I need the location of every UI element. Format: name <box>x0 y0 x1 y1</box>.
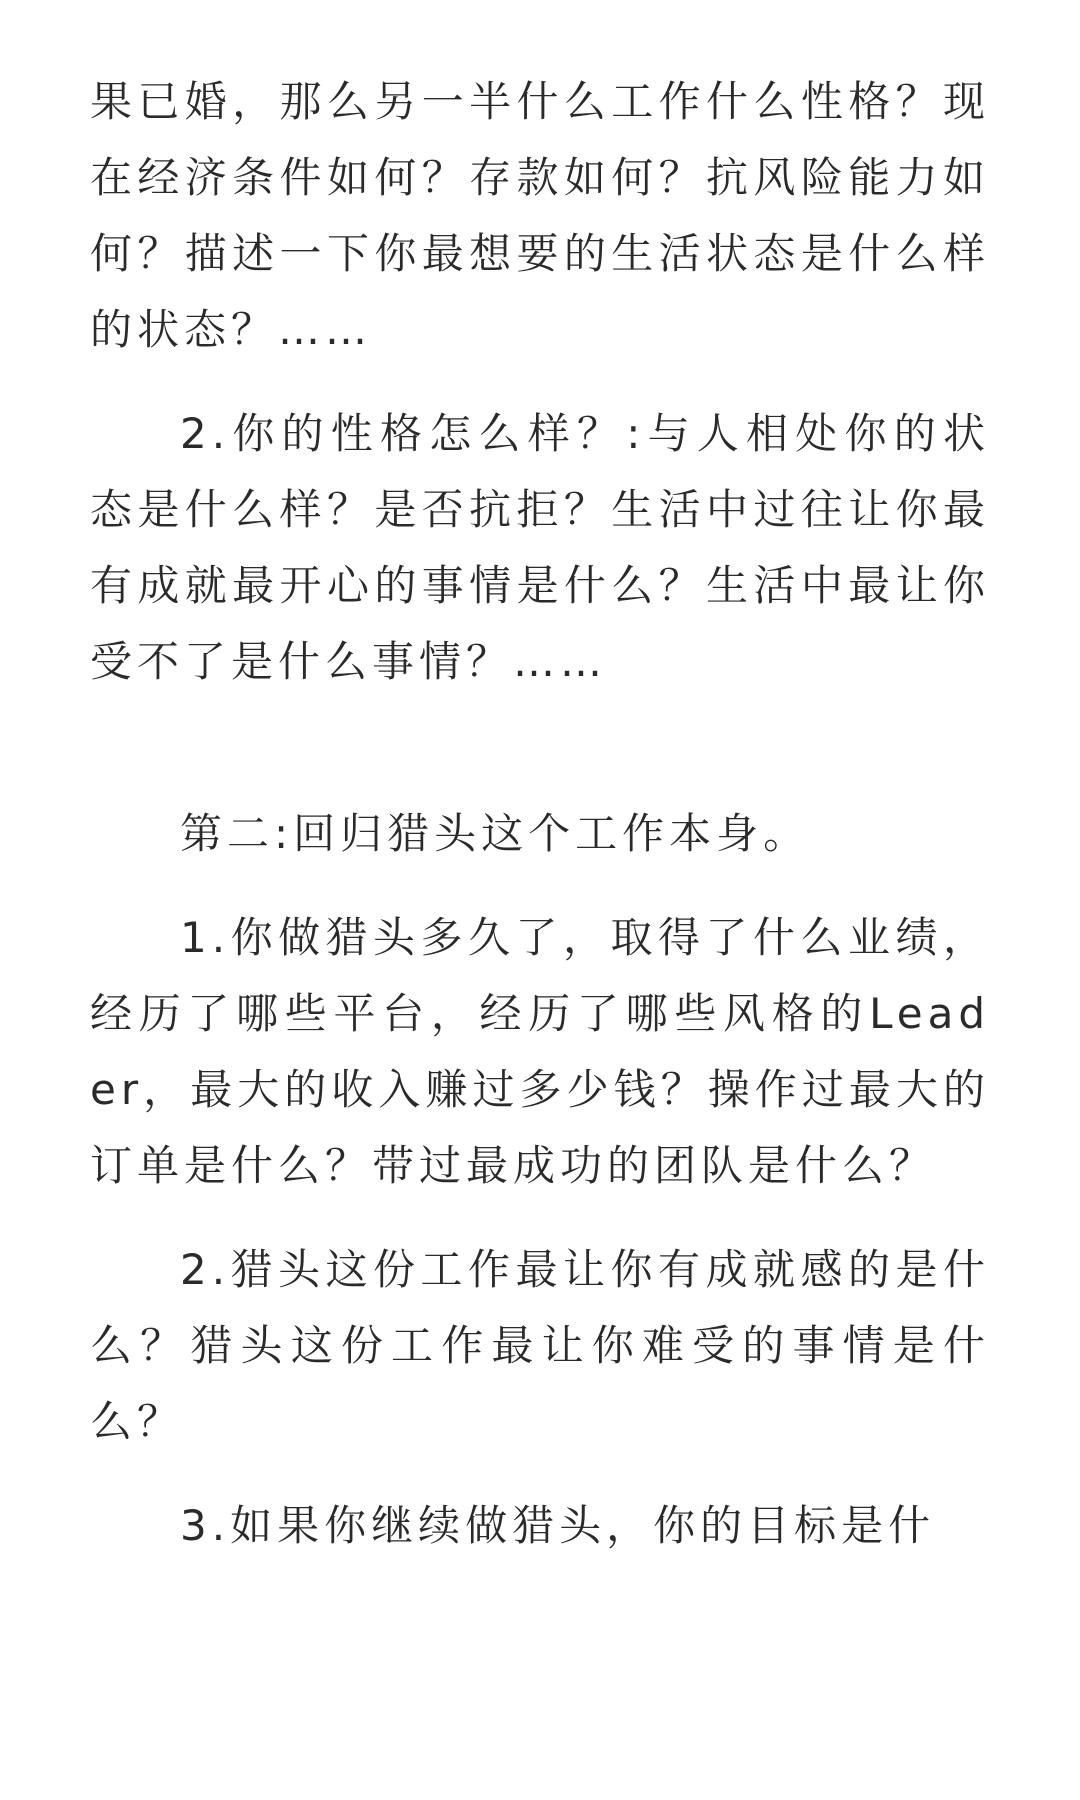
paragraph-continuation: 果已婚，那么另一半什么工作什么性格？现在经济条件如何？存款如何？抗风险能力如何？描述一下你最想要的生活状态是什么样的状态？…… <box>90 77 990 354</box>
paragraph-personality-question: 2.你的性格怎么样？:与人相处你的状态是什么样？是否抗拒？生活中过往让你最有成就最开心的事情是什么？生活中最让你受不了是什么事情？…… <box>90 409 990 686</box>
paragraph-headhunter-feelings: 2.猎头这份工作最让你有成就感的是什么？猎头这份工作最让你难受的事情是什么？ <box>90 1245 990 1446</box>
paragraph-headhunter-experience: 1.你做猎头多久了，取得了什么业绩，经历了哪些平台，经历了哪些风格的Leader，最大的收入赚过多少钱？操作过最大的订单是什么？带过最成功的团队是什么？ <box>90 913 990 1190</box>
section-heading: 第二:回归猎头这个工作本身。 <box>180 809 811 858</box>
paragraph-headhunter-goal: 3.如果你继续做猎头，你的目标是什 <box>180 1501 936 1550</box>
